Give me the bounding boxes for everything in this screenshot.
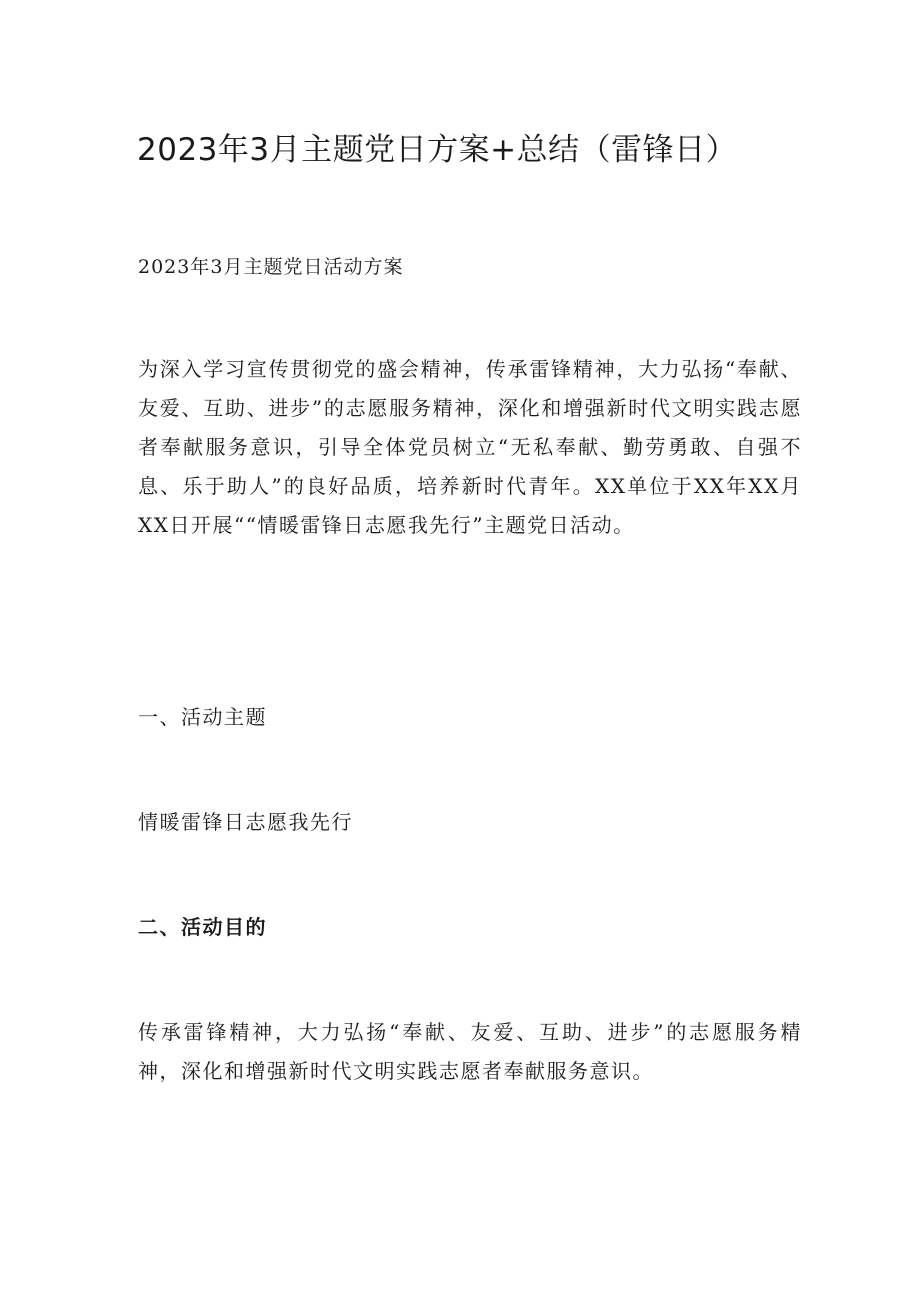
section-body-theme: 情暖雷锋日志愿我先行 [138, 810, 353, 834]
section-heading-theme: 一、活动主题 [138, 705, 267, 729]
section-heading-purpose: 二、活动目的 [138, 915, 267, 939]
intro-paragraph: 为深入学习宣传贯彻党的盛会精神，传承雷锋精神，大力弘扬“奉献、友爱、互助、进步”的志愿服务精神，深化和增强新时代文明实践志愿者奉献服务意识，引导全体党员树立“无私奉献、勤劳勇敢、自强不息、乐于助人”的良好品质，培养新时代青年。XX单位于XX年XX月XX日开展““情暖雷锋日志愿我先行”主题党日活动。 [138, 357, 802, 537]
document-title: 2023年3月主题党日方案+总结（雷锋日） [137, 132, 738, 168]
plan-subtitle: 2023年3月主题党日活动方案 [138, 256, 404, 278]
section-body-purpose: 传承雷锋精神，大力弘扬“奉献、友爱、互助、进步”的志愿服务精神，深化和增强新时代文明实践志愿者奉献服务意识。 [138, 1020, 802, 1083]
